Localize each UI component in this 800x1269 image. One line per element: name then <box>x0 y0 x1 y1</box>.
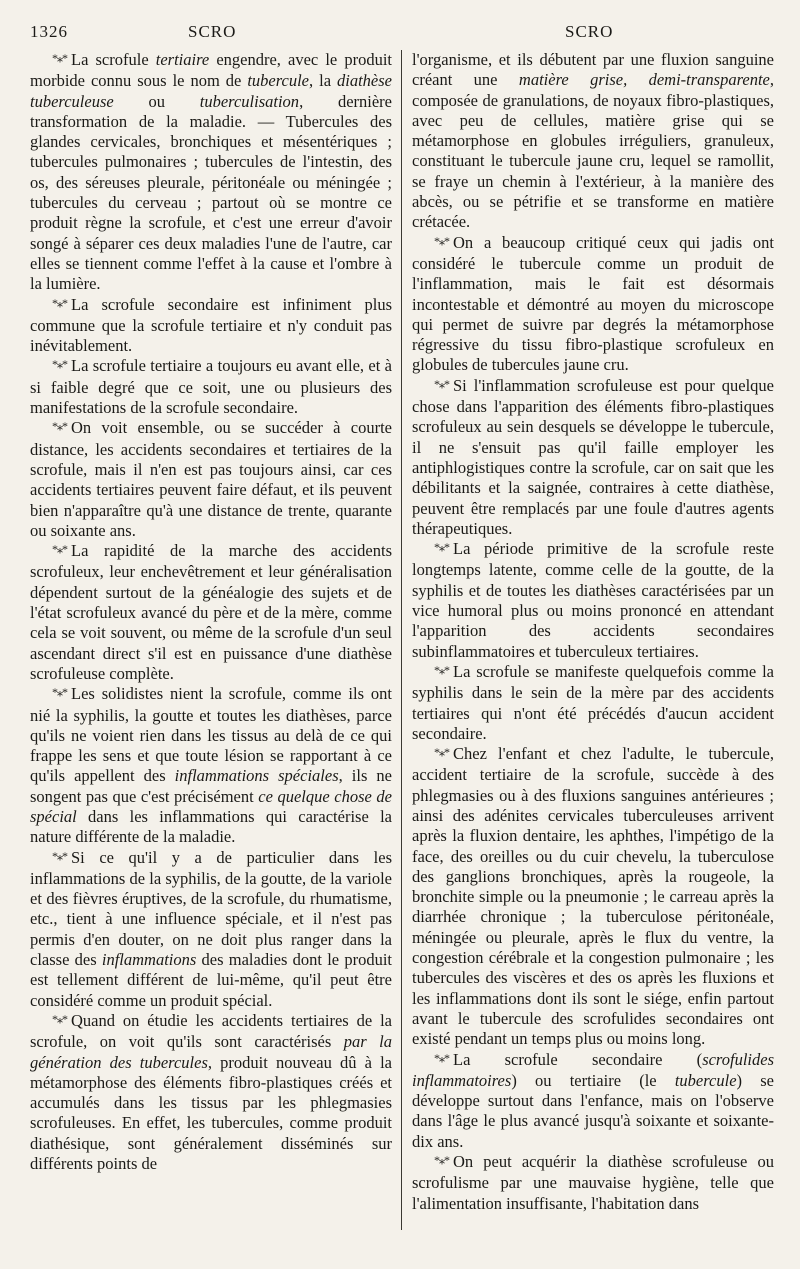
italic-text: tertiaire <box>155 50 210 69</box>
asterism-mark: *⁎* <box>52 848 67 863</box>
text-run: , la <box>309 71 337 91</box>
italic-text: diathèse tuberculeuse <box>30 71 392 111</box>
text-run: dans les inflammations qui caractérise la nature différente de la maladie. <box>30 806 392 847</box>
asterism-mark: *⁎* <box>52 357 67 372</box>
asterism-mark: *⁎* <box>434 1153 449 1168</box>
asterism-mark: *⁎* <box>52 51 67 65</box>
text-run: , dernière transformation de la maladie. — Tubercules des glandes cervicales, bronchiques et mésentériques ; tubercules pulmonaires ; tubercules de l'intestin, des os, des séreuses pleurale, péritonéale ou méningée ; tubercules du cerveau ; partout où se montre ce produit règne la scrofule, et c'est une erreur d'avoir songé à séparer ces deux maladies l'une de l'autre, car elles se tiennent comme l'effet à la cause et l'ombre à la lumière. <box>30 91 392 294</box>
text-run: On voit ensemble, ou se succéder à courte distance, les accidents secondaires et tertiaires de la scrofule, mais il n'en est pas toujours ainsi, car ces accidents tertiaires peuvent faire défaut, et ils peuvent bien n'apparaître qu'à une distance de trente, quarante ou soixante ans. <box>30 418 392 540</box>
page-number: 1326 <box>30 22 68 41</box>
text-run: , ils ne songent pas que c'est précisément <box>30 766 392 806</box>
text-run: engendre, avec le produit morbide connu sous le nom de <box>30 50 392 91</box>
paragraph <box>412 662 774 744</box>
italic-text: par la génération des tubercules <box>30 1032 392 1072</box>
text-run: La scrofule se manifeste quelquefois comme la syphilis dans le sein de la mère par des accidents tertiaires qui n'ont été précédés d'aucun accident secondaire. <box>412 661 774 743</box>
asterism-mark: *⁎* <box>52 1011 67 1026</box>
italic-text: inflammations <box>101 950 197 970</box>
paragraph <box>30 295 392 357</box>
paragraph <box>30 1011 392 1174</box>
text-run: ou <box>113 91 200 111</box>
text-run: ) se développe surtout dans l'enfance, mais on l'observe dans l'âge le plus avancé jusqu'à soixante et soixante-dix ans. <box>412 1070 774 1151</box>
paragraph <box>412 1152 774 1214</box>
column-divider <box>401 50 402 1230</box>
asterism-mark: *⁎* <box>434 662 449 677</box>
running-head-right: SCRO <box>565 22 614 41</box>
paragraph <box>30 418 392 541</box>
paragraph <box>412 233 774 376</box>
italic-text: inflammations spéciales <box>174 766 339 786</box>
text-run: , composée de granulations, de noyaux fibro-plastiques, avec peu de cellules, matière grise qui se métamorphose en globules irréguliers, granuleux, constituant le tubercule jaune cru, lequel se ramollit, se fraye un chemin à l'extérieur, à la manière des abcès, ou se pétrifie et se transforme en matière crétacée. <box>412 70 774 232</box>
italic-text: matière grise, demi-transparente <box>518 70 770 90</box>
paragraph <box>412 744 774 1049</box>
right-column <box>412 50 774 1245</box>
asterism-mark: *⁎* <box>434 376 449 391</box>
italic-text: tubercule <box>674 1070 737 1090</box>
text-run: La scrofule tertiaire a toujours eu avant elle, et à si faible degré que ce soit, une ou plusieurs des manifestations de la scrofule secondaire. <box>30 356 392 418</box>
text-run: La scrofule secondaire est infiniment plus commune que la scrofule tertiaire et n'y conduit pas inévitablement. <box>30 294 392 356</box>
paragraph <box>30 684 392 847</box>
asterism-mark: *⁎* <box>434 1050 449 1065</box>
italic-text: scrofulides inflammatoires <box>412 1049 774 1090</box>
text-run: La période primitive de la scrofule reste longtemps latente, comme celle de la goutte, de la syphilis et de toutes les diathèses caractérisées par un vice humoral plus ou moins prononcé en attendant l'apparition des accidents secondaires subinflammatoires et tuberculeux tertiaires. <box>412 539 774 661</box>
left-column <box>30 50 392 1245</box>
text-run: des maladies dont le produit est tellement différent de lui-même, qu'il peut être considéré comme un produit spécial. <box>30 950 392 1010</box>
text-run: La scrofule secondaire ( <box>453 1049 703 1069</box>
text-run: Chez l'enfant et chez l'adulte, le tubercule, accident tertiaire de la scrofule, succède à des phlegmasies ou à des fluxions sanguines antérieures ; ainsi des adénites cervicales tuberculeuses arrivent après la fluxion dentaire, les aphthes, l'impétigo de la face, des oreilles ou du cuir chevelu, la tuberculose des ganglions bronchiques, après la rougeole, la bronchite simple ou la pneumonie ; le carreau après la diarrhée chronique ; la tuberculose péritonéale, méningée ou pleurale, après le flux du ventre, la congestion cérébrale et la congestion pulmonaire ; les tubercules des viscères et des os après les fluxions et les inflammations dont ils sont le siége, enfin partout avant le tubercule des scrofulides secondaires ont existé pendant un temps plus ou moins long. <box>412 744 774 1049</box>
text-run: On a beaucoup critiqué ceux qui jadis ont considéré le tubercule comme un produit de l'inflammation, mais le fait est désormais incontestable et démontré au moyen du microscope qui permet de suivre par degrés la métamorphose régressive du tissu fibro-plastique scrofuleux en globules de tubercules jaune cru. <box>412 232 774 375</box>
italic-text: ce quelque chose de spécial <box>30 786 392 826</box>
asterism-mark: *⁎* <box>52 295 67 310</box>
asterism-mark: *⁎* <box>434 540 449 555</box>
italic-text: tuberculisation <box>199 91 300 111</box>
asterism-mark: *⁎* <box>434 233 449 248</box>
text-run: Si ce qu'il y a de particulier dans les inflammations de la syphilis, de la goutte, de la variole et des fièvres éruptives, de la scrofule, du rhumatisme, etc., tient à une influence spéciale, et il n'est pas permis d'en douter, on ne doit plus ranger dans la classe des <box>30 847 392 970</box>
text-run: On peut acquérir la diathèse scrofuleuse ou scrofulisme par une mauvaise hygiène, telle que l'alimentation insuffisante, l'habitation dans <box>412 1152 774 1213</box>
text-run: La scrofule <box>71 50 156 69</box>
paragraph <box>412 1050 774 1152</box>
running-head-left: SCRO <box>188 22 237 41</box>
paragraph <box>412 50 774 233</box>
asterism-mark: *⁎* <box>52 685 67 700</box>
asterism-mark: *⁎* <box>52 542 67 557</box>
text-run: Les solidistes nient la scrofule, comme ils ont nié la syphilis, la goutte et toutes les diathèses, parce qu'ils ne voient rien dans les tissus au delà de ce qui frappe les sens et que toute lésion se rapportant à ce qu'ils appellent des <box>30 684 392 786</box>
text-run: l'organisme, et ils débutent par une fluxion sanguine créant une <box>412 50 774 90</box>
page-header <box>30 22 770 48</box>
paragraph <box>30 50 392 295</box>
paragraph <box>30 356 392 418</box>
text-run: La rapidité de la marche des accidents scrofuleux, leur enchevêtrement et leur généralisation dépendent surtout de la généalogie des sujets et de l'état scrofuleux avancé du père et de la mère, comme cela se voit souvent, ou même de la scrofule d'un seul ascendant direct s'il est en puissance d'une diathèse scrofuleuse complète. <box>30 541 392 683</box>
paragraph <box>30 541 392 684</box>
text-run: Quand on étudie les accidents tertiaires de la scrofule, on voit qu'ils sont caractérisés <box>30 1010 392 1052</box>
text-run: ) ou tertiaire (le <box>511 1070 675 1090</box>
paragraph <box>30 848 392 1011</box>
paragraph <box>412 539 774 662</box>
asterism-mark: *⁎* <box>434 745 449 760</box>
text-run: Si l'inflammation scrofuleuse est pour quelque chose dans l'apparition des éléments fibro-plastiques scrofuleux au sein desquels se développe le tubercule, il ne s'ensuit pas qu'il faille employer les antiphlogistiques contre la scrofule, car on sait que les débilitants et la saignée, contraires à cette diathèse, peuvent être remplacés par une foule d'autres agents thérapeutiques. <box>412 375 774 538</box>
italic-text: tubercule <box>247 71 310 91</box>
text-run: , produit nouveau dû à la métamorphose des éléments fibro-plastiques créés et accumulés dans les tissus par les phlegmasies scrofuleuses. En effet, les tubercules, comme produit diathésique, sont généralement disséminés sur différents points de <box>30 1052 392 1174</box>
asterism-mark: *⁎* <box>52 419 67 434</box>
paragraph <box>412 376 774 539</box>
